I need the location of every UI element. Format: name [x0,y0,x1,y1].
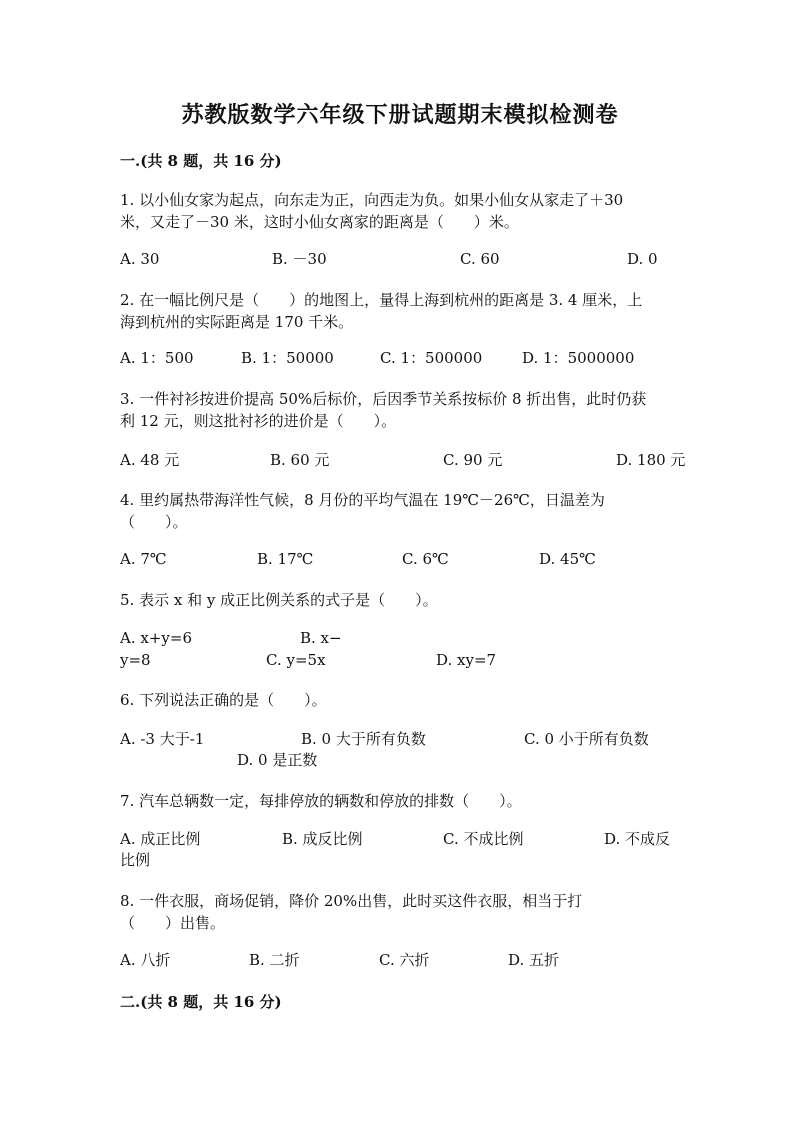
option-d[interactable]: D. 0 [627,250,658,268]
question-text-line: 2. 在一幅比例尺是（ ）的地图上，量得上海到杭州的距离是 3. 4 厘米，上 [120,291,643,309]
question-text-line: 6. 下列说法正确的是（ ）。 [120,691,327,709]
option-a[interactable]: A. 30 [120,250,160,268]
option-d[interactable]: D. 五折 [508,951,560,969]
option-c[interactable]: C. 0 小于所有负数 [524,730,649,748]
option-b[interactable]: B. 17℃ [257,550,314,568]
question-text-line: 3. 一件衬衫按进价提高 50%后标价，后因季节关系按标价 8 折出售，此时仍获 [120,390,647,408]
question-text-line: 4. 里约属热带海洋性气候，8 月份的平均气温在 19℃－26℃，日温差为 [120,491,605,509]
page-title: 苏教版数学六年级下册试题期末模拟检测卷 [181,102,619,128]
option-d[interactable]: D. 1：5000000 [522,349,635,367]
question-text-line: 8. 一件衣服，商场促销，降价 20%出售，此时买这件衣服，相当于打 [120,892,583,910]
section-heading-1: 一.(共 8 题，共 16 分) [120,152,282,170]
option-a[interactable]: A. 48 元 [120,451,180,469]
question-text-line: 1. 以小仙女家为起点，向东走为正，向西走为负。如果小仙女从家走了＋30 [120,191,624,209]
question-text-line: 海到杭州的实际距离是 170 千米。 [120,313,354,331]
option-b[interactable]: B. －30 [272,250,327,268]
option-c[interactable]: C. 60 [460,250,500,268]
question-text-line: 米，又走了－30 米，这时小仙女离家的距离是（ ）米。 [120,213,519,231]
option-a[interactable]: A. 7℃ [120,550,167,568]
option-b[interactable]: B. 二折 [249,951,300,969]
option-d[interactable]: D. xy=7 [436,651,497,669]
option-b[interactable]: B. 60 元 [270,451,330,469]
option-a[interactable]: A. x+y=6 [120,629,192,647]
option-c[interactable]: C. 不成比例 [443,830,524,848]
option-b[interactable]: B. 1：50000 [241,349,334,367]
option-c[interactable]: C. 6℃ [402,550,449,568]
option-b-part1[interactable]: B. x− [300,629,342,647]
question-text-line: 利 12 元，则这批衬衫的进价是（ ）。 [120,412,397,430]
option-a[interactable]: A. -3 大于-1 [120,730,205,748]
option-c[interactable]: C. y=5x [266,651,326,669]
option-d[interactable]: D. 0 是正数 [237,751,318,769]
option-a[interactable]: A. 成正比例 [120,830,201,848]
option-a[interactable]: A. 1：500 [120,349,194,367]
option-b-part2[interactable]: y=8 [120,651,151,669]
question-text-line: （ ）出售。 [120,914,226,932]
section-heading-2: 二.(共 8 题，共 16 分) [120,993,282,1011]
option-a[interactable]: A. 八折 [120,951,171,969]
option-d[interactable]: D. 180 元 [616,451,686,469]
option-d-part1[interactable]: D. 不成反 [604,830,671,848]
option-b[interactable]: B. 成反比例 [282,830,363,848]
option-c[interactable]: C. 90 元 [443,451,503,469]
option-c[interactable]: C. 六折 [379,951,430,969]
option-b[interactable]: B. 0 大于所有负数 [301,730,426,748]
question-text-line: 5. 表示 x 和 y 成正比例关系的式子是（ ）。 [120,591,438,609]
option-c[interactable]: C. 1：500000 [380,349,483,367]
question-text-line: 7. 汽车总辆数一定，每排停放的辆数和停放的排数（ ）。 [120,792,522,810]
option-d[interactable]: D. 45℃ [539,550,596,568]
question-text-line: （ ）。 [120,513,188,531]
option-d-part2[interactable]: 比例 [120,851,151,869]
